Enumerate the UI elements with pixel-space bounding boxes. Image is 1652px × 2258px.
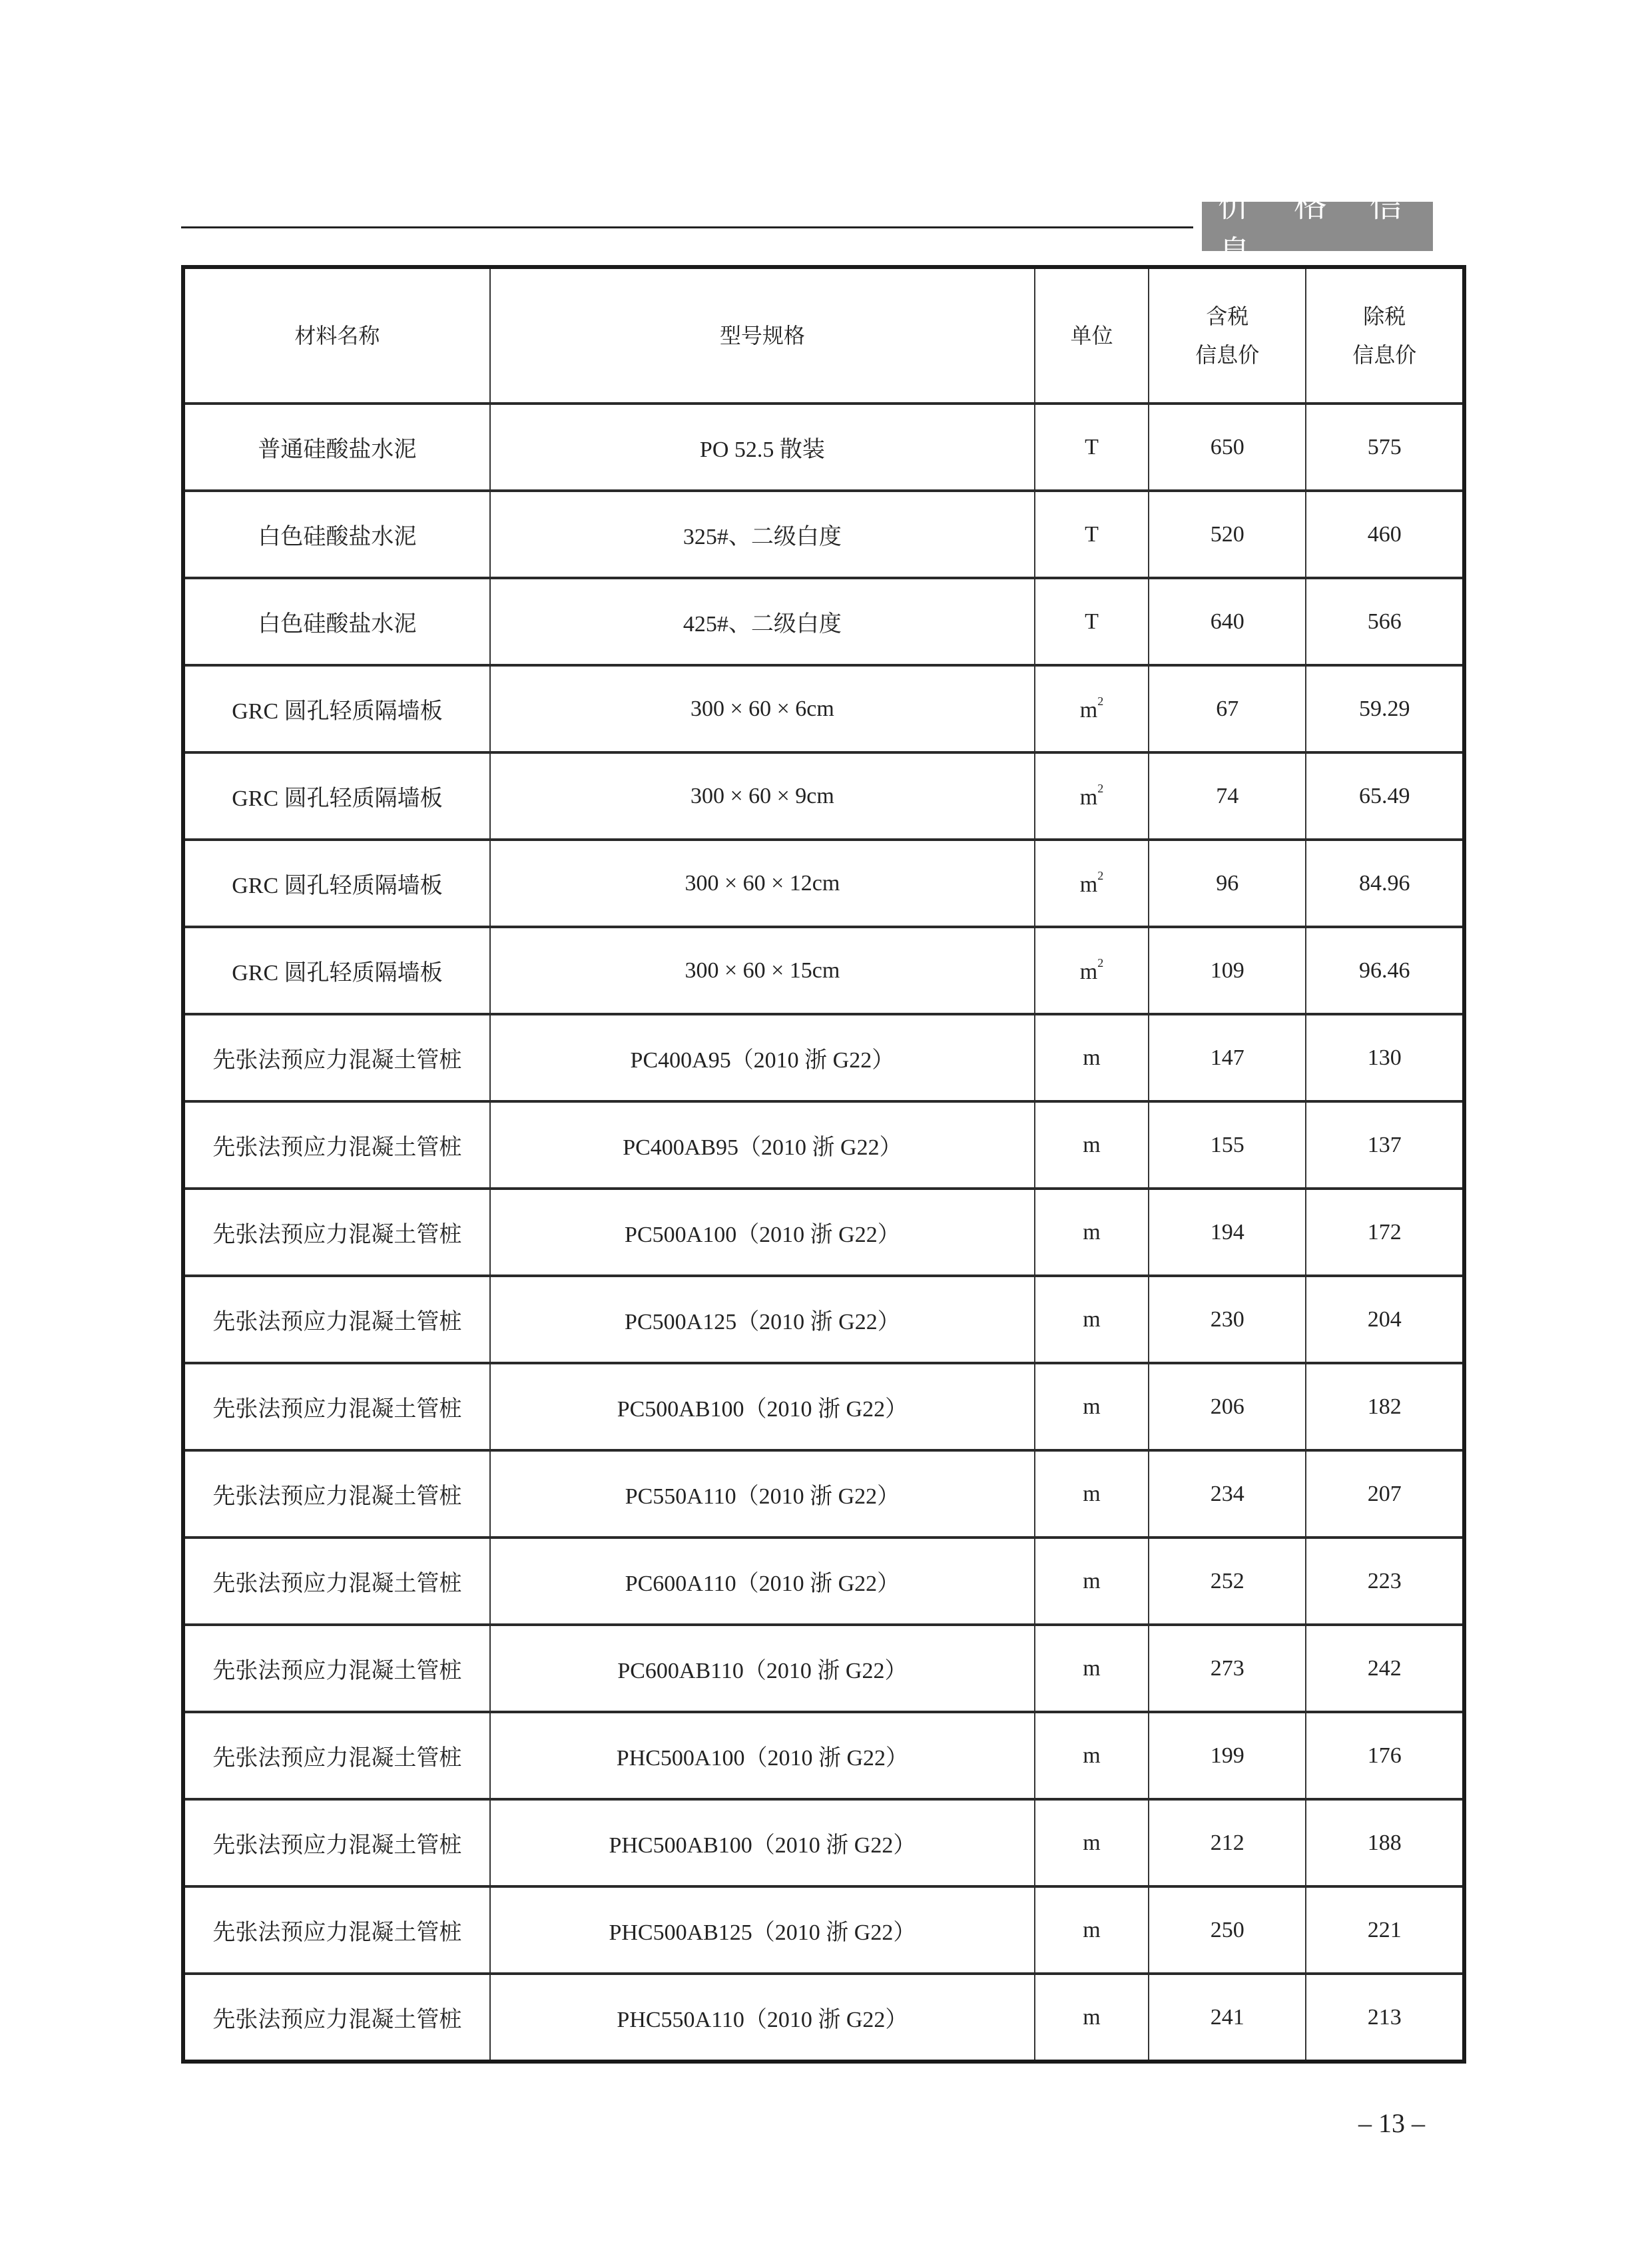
cell-unit-text: m <box>1083 1917 1101 1942</box>
cell-without-tax-price <box>1306 1538 1464 1625</box>
header-without-tax-price <box>1306 267 1464 404</box>
cell-spec <box>490 1799 1035 1886</box>
cell-with-tax-price <box>1149 1014 1306 1101</box>
cell-spec-text: PC550A110（2010 浙 G22） <box>625 1484 900 1509</box>
cell-spec <box>490 1101 1035 1189</box>
cell-without-tax-price-text: 242 <box>1367 1655 1402 1681</box>
cell-unit <box>1035 665 1149 752</box>
cell-unit <box>1035 1625 1149 1712</box>
header-label: 型号规格 <box>719 323 805 348</box>
cell-with-tax-price-text: 199 <box>1210 1743 1244 1768</box>
cell-spec <box>490 1189 1035 1276</box>
table-row <box>183 1886 1464 1974</box>
cell-unit <box>1035 1886 1149 1974</box>
cell-spec <box>490 927 1035 1014</box>
cell-spec-text: 325#、二级白度 <box>683 525 842 549</box>
cell-spec-text: 425#、二级白度 <box>683 612 842 637</box>
cell-with-tax-price <box>1149 1101 1306 1189</box>
table-row <box>183 491 1464 578</box>
cell-with-tax-price-text: 109 <box>1210 958 1244 983</box>
cell-with-tax-price <box>1149 1886 1306 1974</box>
table-row <box>183 840 1464 927</box>
header-rule <box>181 226 1193 228</box>
cell-without-tax-price-text: 137 <box>1367 1132 1402 1157</box>
header-label: 单位 <box>1070 323 1113 348</box>
cell-unit-text: m <box>1083 1568 1101 1593</box>
cell-without-tax-price-text: 188 <box>1367 1830 1402 1855</box>
cell-spec-text: PC400AB95（2010 浙 G22） <box>623 1135 902 1160</box>
table-row <box>183 1363 1464 1450</box>
cell-spec-text: PHC500AB100（2010 浙 G22） <box>609 1833 916 1858</box>
table-row <box>183 1974 1464 2062</box>
cell-unit <box>1035 1538 1149 1625</box>
cell-material-name <box>183 1276 490 1363</box>
cell-material-name <box>183 491 490 578</box>
cell-with-tax-price <box>1149 1450 1306 1538</box>
cell-spec <box>490 1886 1035 1974</box>
cell-spec <box>490 665 1035 752</box>
cell-material-name <box>183 752 490 840</box>
cell-spec-text: PHC550A110（2010 浙 G22） <box>617 2008 908 2032</box>
table-row <box>183 1538 1464 1625</box>
cell-unit-text: m <box>1079 785 1098 810</box>
cell-material-name <box>183 840 490 927</box>
header-label: 信息价 <box>1352 342 1417 368</box>
table-row <box>183 1712 1464 1799</box>
cell-unit <box>1035 1799 1149 1886</box>
cell-without-tax-price <box>1306 1189 1464 1276</box>
cell-spec-text: PC500AB100（2010 浙 G22） <box>617 1397 908 1422</box>
cell-unit-text: T <box>1085 609 1099 634</box>
cell-spec <box>490 1014 1035 1101</box>
cell-without-tax-price-text: 223 <box>1367 1568 1402 1593</box>
cell-without-tax-price <box>1306 404 1464 491</box>
cell-with-tax-price-text: 234 <box>1210 1481 1244 1506</box>
cell-without-tax-price <box>1306 1363 1464 1450</box>
cell-material-name-text: GRC 圆孔轻质隔墙板 <box>232 961 443 986</box>
cell-without-tax-price-text: 213 <box>1367 2004 1402 2030</box>
table-row <box>183 665 1464 752</box>
cell-spec <box>490 1974 1035 2062</box>
cell-material-name <box>183 404 490 491</box>
cell-with-tax-price-text: 74 <box>1216 783 1239 808</box>
cell-with-tax-price-text: 520 <box>1210 521 1244 547</box>
cell-material-name-text: 先张法预应力混凝土管桩 <box>212 1659 462 1683</box>
table-row <box>183 1189 1464 1276</box>
cell-without-tax-price <box>1306 1625 1464 1712</box>
unit-superscript: 2 <box>1097 695 1104 708</box>
cell-material-name-text: 先张法预应力混凝土管桩 <box>212 1920 462 1945</box>
header-with-tax-price <box>1149 267 1306 404</box>
cell-without-tax-price-text: 207 <box>1367 1481 1402 1506</box>
cell-with-tax-price <box>1149 1276 1306 1363</box>
cell-material-name-text: 先张法预应力混凝土管桩 <box>212 1397 462 1422</box>
cell-spec <box>490 1625 1035 1712</box>
price-info-table <box>181 265 1466 2064</box>
cell-with-tax-price-text: 241 <box>1210 2004 1244 2030</box>
cell-without-tax-price-text: 204 <box>1367 1306 1402 1332</box>
cell-spec-text: PC500A100（2010 浙 G22） <box>625 1223 900 1247</box>
cell-unit <box>1035 1101 1149 1189</box>
cell-unit <box>1035 1712 1149 1799</box>
cell-material-name <box>183 1974 490 2062</box>
cell-material-name-text: 先张法预应力混凝土管桩 <box>212 1135 462 1160</box>
cell-unit-text: m <box>1079 960 1098 984</box>
cell-unit-text: m <box>1083 1830 1101 1855</box>
section-title-badge: 价 格 信 息 <box>1202 202 1433 251</box>
cell-without-tax-price <box>1306 752 1464 840</box>
cell-unit <box>1035 927 1149 1014</box>
table-header-row <box>183 267 1464 404</box>
cell-unit-text: m <box>1083 1045 1101 1070</box>
cell-with-tax-price-text: 155 <box>1210 1132 1244 1157</box>
cell-spec <box>490 752 1035 840</box>
cell-material-name-text: 先张法预应力混凝土管桩 <box>212 2008 462 2032</box>
cell-with-tax-price <box>1149 1363 1306 1450</box>
cell-material-name <box>183 665 490 752</box>
header-label: 信息价 <box>1195 342 1260 368</box>
cell-material-name-text: GRC 圆孔轻质隔墙板 <box>232 874 443 898</box>
cell-material-name-text: 先张法预应力混凝土管桩 <box>212 1833 462 1858</box>
cell-spec-text: PC600A110（2010 浙 G22） <box>625 1571 900 1596</box>
cell-spec-text: PC600AB110（2010 浙 G22） <box>617 1659 908 1683</box>
cell-unit <box>1035 1276 1149 1363</box>
header-label: 材料名称 <box>294 323 380 348</box>
cell-spec-text: PC400A95（2010 浙 G22） <box>630 1048 895 1073</box>
cell-without-tax-price <box>1306 1799 1464 1886</box>
cell-unit-text: m <box>1083 1219 1101 1245</box>
table-row <box>183 1014 1464 1101</box>
page-number: – 13 – <box>1358 2108 1425 2138</box>
cell-spec-text: 300 × 60 × 9cm <box>690 783 834 808</box>
cell-unit <box>1035 1974 1149 2062</box>
cell-without-tax-price-text: 575 <box>1367 434 1402 459</box>
cell-material-name-text: 先张法预应力混凝土管桩 <box>212 1223 462 1247</box>
cell-unit <box>1035 491 1149 578</box>
cell-with-tax-price <box>1149 840 1306 927</box>
unit-superscript: 2 <box>1097 869 1104 882</box>
cell-with-tax-price <box>1149 752 1306 840</box>
cell-material-name-text: 先张法预应力混凝土管桩 <box>212 1571 462 1596</box>
cell-without-tax-price-text: 59.29 <box>1358 696 1410 721</box>
header-material-name <box>183 267 490 404</box>
table-row <box>183 1276 1464 1363</box>
cell-without-tax-price-text: 65.49 <box>1358 783 1410 808</box>
cell-with-tax-price-text: 96 <box>1216 870 1239 896</box>
cell-material-name-text: 先张法预应力混凝土管桩 <box>212 1310 462 1334</box>
cell-unit-text: T <box>1085 434 1099 459</box>
cell-material-name <box>183 1799 490 1886</box>
cell-spec-text: PO 52.5 散装 <box>699 437 825 462</box>
cell-material-name-text: 先张法预应力混凝土管桩 <box>212 1048 462 1073</box>
cell-unit-text: m <box>1079 872 1098 897</box>
cell-with-tax-price <box>1149 1799 1306 1886</box>
cell-with-tax-price-text: 212 <box>1210 1830 1244 1855</box>
cell-unit <box>1035 578 1149 665</box>
cell-material-name-text: 白色硅酸盐水泥 <box>258 612 417 637</box>
cell-without-tax-price <box>1306 578 1464 665</box>
table-body <box>183 404 1464 2062</box>
cell-without-tax-price <box>1306 1886 1464 1974</box>
cell-unit-text: T <box>1085 521 1099 547</box>
cell-without-tax-price-text: 566 <box>1367 609 1402 634</box>
table-row <box>183 1450 1464 1538</box>
cell-material-name-text: 先张法预应力混凝土管桩 <box>212 1746 462 1771</box>
cell-spec <box>490 578 1035 665</box>
cell-material-name <box>183 1625 490 1712</box>
table-row <box>183 578 1464 665</box>
table-row <box>183 1799 1464 1886</box>
cell-with-tax-price <box>1149 404 1306 491</box>
cell-spec <box>490 404 1035 491</box>
cell-unit-text: m <box>1079 698 1098 722</box>
cell-without-tax-price <box>1306 1101 1464 1189</box>
cell-with-tax-price <box>1149 1189 1306 1276</box>
cell-material-name <box>183 1450 490 1538</box>
cell-unit <box>1035 840 1149 927</box>
cell-material-name <box>183 1189 490 1276</box>
cell-with-tax-price-text: 147 <box>1210 1045 1244 1070</box>
cell-unit-text: m <box>1083 1306 1101 1332</box>
cell-spec-text: 300 × 60 × 6cm <box>690 696 834 721</box>
cell-without-tax-price-text: 130 <box>1367 1045 1402 1070</box>
table-row <box>183 752 1464 840</box>
cell-spec <box>490 491 1035 578</box>
cell-material-name-text: 白色硅酸盐水泥 <box>258 525 417 549</box>
cell-material-name-text: 先张法预应力混凝土管桩 <box>212 1484 462 1509</box>
cell-unit-text: m <box>1083 2004 1101 2030</box>
cell-with-tax-price <box>1149 1625 1306 1712</box>
cell-material-name <box>183 578 490 665</box>
cell-material-name-text: GRC 圆孔轻质隔墙板 <box>232 786 443 811</box>
cell-with-tax-price-text: 67 <box>1216 696 1239 721</box>
table-row <box>183 1101 1464 1189</box>
cell-with-tax-price <box>1149 1538 1306 1625</box>
cell-spec-text: 300 × 60 × 12cm <box>685 870 840 896</box>
cell-with-tax-price <box>1149 491 1306 578</box>
unit-superscript: 2 <box>1097 956 1104 970</box>
table-row <box>183 404 1464 491</box>
cell-material-name <box>183 1014 490 1101</box>
cell-spec-text: PHC500AB125（2010 浙 G22） <box>609 1920 916 1945</box>
cell-material-name <box>183 1363 490 1450</box>
cell-without-tax-price-text: 172 <box>1367 1219 1402 1245</box>
cell-unit <box>1035 404 1149 491</box>
cell-unit <box>1035 752 1149 840</box>
cell-without-tax-price <box>1306 1974 1464 2062</box>
cell-without-tax-price-text: 460 <box>1367 521 1402 547</box>
cell-spec <box>490 1450 1035 1538</box>
cell-without-tax-price-text: 221 <box>1367 1917 1402 1942</box>
table-row <box>183 1625 1464 1712</box>
cell-with-tax-price <box>1149 578 1306 665</box>
cell-with-tax-price-text: 250 <box>1210 1917 1244 1942</box>
cell-material-name <box>183 1712 490 1799</box>
cell-material-name <box>183 1538 490 1625</box>
cell-without-tax-price-text: 176 <box>1367 1743 1402 1768</box>
cell-spec <box>490 1276 1035 1363</box>
cell-with-tax-price-text: 230 <box>1210 1306 1244 1332</box>
cell-without-tax-price <box>1306 927 1464 1014</box>
cell-without-tax-price-text: 182 <box>1367 1394 1402 1419</box>
cell-unit <box>1035 1363 1149 1450</box>
cell-unit <box>1035 1450 1149 1538</box>
cell-material-name <box>183 1886 490 1974</box>
cell-unit <box>1035 1189 1149 1276</box>
cell-without-tax-price <box>1306 840 1464 927</box>
cell-spec <box>490 1712 1035 1799</box>
cell-unit-text: m <box>1083 1132 1101 1157</box>
cell-unit <box>1035 1014 1149 1101</box>
cell-without-tax-price <box>1306 1712 1464 1799</box>
cell-without-tax-price <box>1306 491 1464 578</box>
cell-with-tax-price <box>1149 1712 1306 1799</box>
cell-without-tax-price <box>1306 1014 1464 1101</box>
cell-with-tax-price-text: 206 <box>1210 1394 1244 1419</box>
cell-with-tax-price-text: 273 <box>1210 1655 1244 1681</box>
header-label: 含税 <box>1206 304 1249 329</box>
cell-with-tax-price-text: 252 <box>1210 1568 1244 1593</box>
cell-with-tax-price <box>1149 1974 1306 2062</box>
cell-unit-text: m <box>1083 1743 1101 1768</box>
cell-spec-text: PHC500A100（2010 浙 G22） <box>616 1746 909 1771</box>
cell-without-tax-price <box>1306 665 1464 752</box>
cell-material-name <box>183 927 490 1014</box>
header-spec <box>490 267 1035 404</box>
cell-without-tax-price <box>1306 1450 1464 1538</box>
header-unit <box>1035 267 1149 404</box>
cell-with-tax-price <box>1149 665 1306 752</box>
cell-material-name-text: GRC 圆孔轻质隔墙板 <box>232 699 443 724</box>
cell-without-tax-price-text: 96.46 <box>1358 958 1410 983</box>
cell-unit-text: m <box>1083 1655 1101 1681</box>
cell-spec <box>490 1538 1035 1625</box>
cell-spec <box>490 1363 1035 1450</box>
cell-unit-text: m <box>1083 1394 1101 1419</box>
cell-spec <box>490 840 1035 927</box>
cell-without-tax-price-text: 84.96 <box>1358 870 1410 896</box>
cell-with-tax-price-text: 194 <box>1210 1219 1244 1245</box>
header-label: 除税 <box>1363 304 1406 329</box>
cell-without-tax-price <box>1306 1276 1464 1363</box>
cell-with-tax-price-text: 650 <box>1210 434 1244 459</box>
cell-material-name <box>183 1101 490 1189</box>
cell-with-tax-price <box>1149 927 1306 1014</box>
cell-spec-text: 300 × 60 × 15cm <box>685 958 840 983</box>
table-row <box>183 927 1464 1014</box>
cell-material-name-text: 普通硅酸盐水泥 <box>258 437 417 462</box>
cell-spec-text: PC500A125（2010 浙 G22） <box>625 1310 900 1334</box>
cell-with-tax-price-text: 640 <box>1210 609 1244 634</box>
cell-unit-text: m <box>1083 1481 1101 1506</box>
unit-superscript: 2 <box>1097 782 1104 795</box>
